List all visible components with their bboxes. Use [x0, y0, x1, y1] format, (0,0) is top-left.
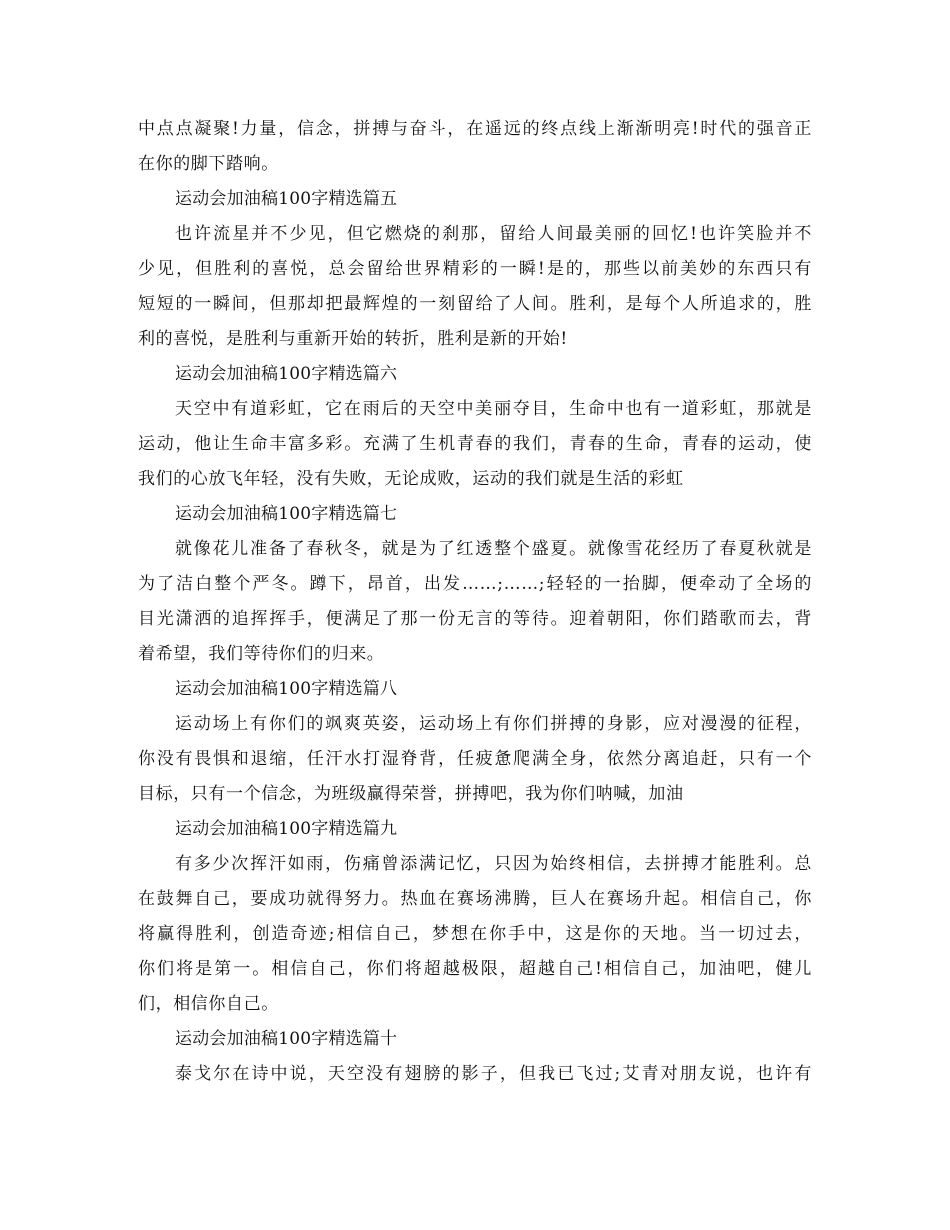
- paragraph-line: 也许流星并不少见，但它燃烧的刹那，留给人间最美丽的回忆!也许笑脸并不: [175, 224, 812, 244]
- paragraph-line: 为了洁白整个严冬。蹲下，昂首，出发……;……;轻轻的一抬脚，便牵动了全场的: [138, 574, 812, 594]
- paragraph-line: 有多少次挥汗如雨，伤痛曾添满记忆，只因为始终相信，去拼搏才能胜利。总: [175, 854, 812, 874]
- paragraph-line: 运动，他让生命丰富多彩。充满了生机青春的我们，青春的生命，青春的运动，使: [138, 434, 812, 454]
- document-page: [138, 112, 812, 1092]
- paragraph-line: 就像花儿准备了春秋冬，就是为了红透整个盛夏。就像雪花经历了春夏秋就是: [175, 539, 812, 559]
- section-heading: 运动会加油稿100字精选篇五: [175, 189, 398, 209]
- paragraph-line: 利的喜悦，是胜利与重新开始的转折，胜利是新的开始!: [138, 329, 568, 349]
- paragraph-line: 将赢得胜利，创造奇迹;相信自己，梦想在你手中，这是你的天地。当一切过去，: [138, 924, 812, 944]
- paragraph-line: 我们的心放飞年轻，没有失败，无论成败，运动的我们就是生活的彩虹: [138, 469, 684, 489]
- paragraph-line: 运动场上有你们的飒爽英姿，运动场上有你们拼搏的身影，应对漫漫的征程，: [175, 714, 812, 734]
- paragraph-line: 少见，但胜利的喜悦，总会留给世界精彩的一瞬!是的，那些以前美妙的东西只有: [138, 259, 812, 279]
- paragraph-line: 你没有畏惧和退缩，任汗水打湿脊背，任疲惫爬满全身，依然分离追赶，只有一个: [138, 749, 812, 769]
- paragraph-line: 们，相信你自己。: [138, 994, 279, 1014]
- paragraph-line: 中点点凝聚!力量，信念，拼搏与奋斗，在遥远的终点线上渐渐明亮!时代的强音正: [138, 119, 812, 139]
- paragraph-line: 目标，只有一个信念，为班级赢得荣誉，拼搏吧，我为你们呐喊，加油: [138, 784, 684, 804]
- section-heading: 运动会加油稿100字精选篇七: [175, 504, 398, 524]
- paragraph-line: 你们将是第一。相信自己，你们将超越极限，超越自己!相信自己，加油吧，健儿: [138, 959, 812, 979]
- paragraph-line: 目光潇洒的追挥挥手，便满足了那一份无言的等待。迎着朝阳，你们踏歌而去，背: [138, 609, 812, 629]
- section-heading: 运动会加油稿100字精选篇六: [175, 364, 398, 384]
- section-heading: 运动会加油稿100字精选篇九: [175, 819, 398, 839]
- paragraph-line: 在鼓舞自己，要成功就得努力。热血在赛场沸腾，巨人在赛场升起。相信自己，你: [138, 889, 812, 909]
- paragraph-line: 短短的一瞬间，但那却把最辉煌的一刻留给了人间。胜利，是每个人所追求的，胜: [138, 294, 812, 314]
- paragraph-line: 在你的脚下踏响。: [138, 154, 279, 174]
- paragraph-line: 天空中有道彩虹，它在雨后的天空中美丽夺目，生命中也有一道彩虹，那就是: [175, 399, 812, 419]
- section-heading: 运动会加油稿100字精选篇八: [175, 679, 398, 699]
- paragraph-line: 泰戈尔在诗中说，天空没有翅膀的影子，但我已飞过;艾青对朋友说，也许有: [175, 1064, 812, 1084]
- section-heading: 运动会加油稿100字精选篇十: [175, 1029, 398, 1049]
- paragraph-line: 着希望，我们等待你们的归来。: [138, 644, 385, 664]
